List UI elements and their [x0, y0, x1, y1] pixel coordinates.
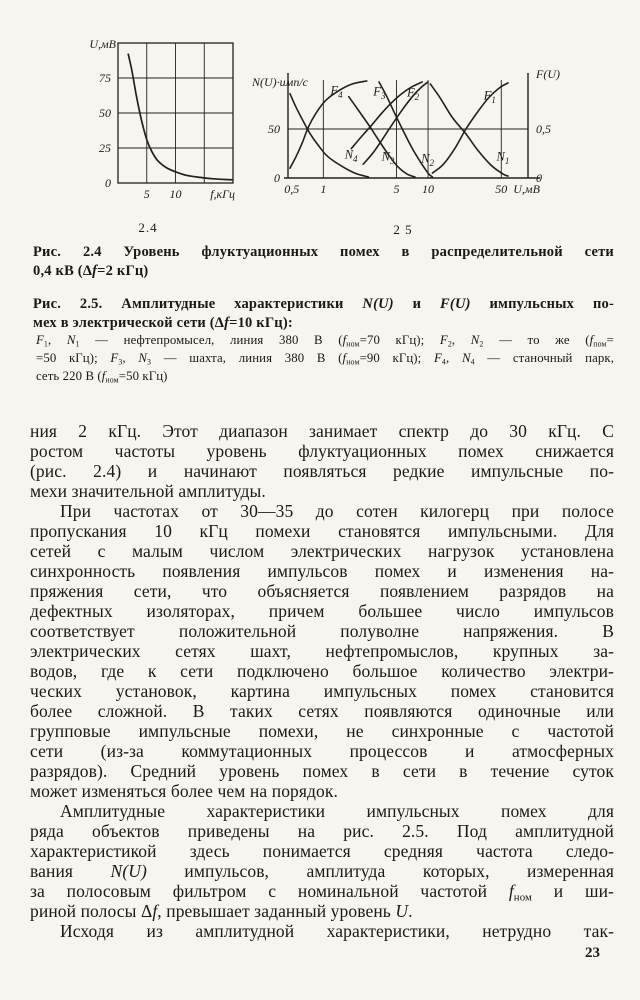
svg-text:U,мВ: U,мВ [89, 37, 116, 51]
svg-text:50: 50 [495, 182, 508, 196]
svg-text:F2: $F_2$ [407, 85, 420, 103]
paragraph: ния 2 кГц. Этот диапазон занимает спектр до 30 кГц. С ростом частоты уровень флуктуационных помех снижается (рис. 2.4) и начинают появляться редкие импульсные по- мехи значительной амплитуды. [30, 421, 614, 501]
svg-text:5: 5 [143, 187, 150, 201]
fig-2-5-chart [250, 55, 590, 205]
svg-text:0,5: 0,5 [536, 122, 551, 136]
paragraph: Исходя из амплитудной характеристики, нетрудно так- [60, 921, 614, 941]
svg-text:U,мВ: U,мВ [513, 182, 540, 196]
svg-text:25: 25 [99, 141, 111, 155]
svg-text:10: 10 [169, 187, 182, 201]
svg-text:N3: $N_3$ [381, 149, 395, 166]
fig-2-4-chart [60, 28, 250, 228]
svg-text:10: 10 [422, 182, 435, 196]
svg-text:N(U)·имп/с: N(U)·имп/с [252, 75, 308, 89]
svg-text:50: 50 [99, 106, 111, 120]
body-text [30, 421, 614, 941]
fig-2-4-caption: Рис. 2.4 Уровень флуктуационных помех в распределительной сети 0,4 кВ (Δf=2 кГц) [33, 244, 614, 279]
svg-text:N1: $N_1$ [496, 149, 510, 166]
svg-text:f,кГц: f,кГц [210, 187, 235, 201]
fig-2-5-number: 2 5 [393, 222, 413, 237]
svg-text:75: 75 [99, 71, 111, 85]
fig-2-5-legend: $F_1$, $N_1$ — нефтепромысел, линия 380 В ($f_{ном}=70$ кГц); $F_2$, $N_2$ — то же ($f_{пом}=$ =50 кГц); $F_3$, $N_3$ — шахта, линия 380 В ($f_{ном}=90$ кГц); $F_4$, $N_4$ — станочный парк, сеть 220 В ($f_{ном}=50$ кГц) [36, 333, 614, 385]
svg-text:F(U): F(U) [536, 67, 560, 81]
svg-text:0: 0 [536, 171, 542, 185]
svg-text:5: 5 [393, 182, 400, 196]
svg-text:1: 1 [320, 182, 327, 196]
svg-text:N4: $N_4$ [344, 147, 358, 164]
svg-text:F1: $F_1$ [483, 88, 496, 106]
fig-2-4-number: 2.4 [138, 220, 158, 235]
svg-text:F3: $F_3$ [373, 84, 386, 102]
page-number: 23 [585, 945, 600, 961]
svg-text:0,5: 0,5 [284, 182, 300, 196]
svg-text:F4: $F_4$ [330, 83, 343, 101]
paragraph: Амплитудные характеристики импульсных помех для ряда объектов приведены на рис. 2.5. Под амплитудной характеристикой здесь понимается средняя частота следо- вания N(U) импульсов, амплитуда которых, измеренная за полосовым фильтром с номинальной частотой $f_{ном}$ и ши- риной полосы Δf, превышает заданный уровень U. [30, 801, 614, 921]
svg-text:50: 50 [268, 122, 280, 136]
paragraph: При частотах от 30—35 до сотен килогерц при полосе пропускания 10 кГц помехи становятся импульсными. Для сетей с малым числом электрических нагрузок установлена синхронность появления импульсов помех и изменения на- пряжения сети, что объясняется появлением разрядов на дефектных изоляторах, причем большее число импульсов соответствует положительной полуволне напряжения. В электрических сетях шахт, нефтепромыслов, крупных за- водов, где к сети подключено большое количество электри- ческих установок, картина импульсных помех становится более сложной. В таких сетях появляются одиночные или групповые импульсные помехи, не синхронные с частотой сети (из-за коммутационных процессов и атмосферных разрядов). Средний уровень помех в сети в течение суток может изменяться более чем на порядок. [30, 501, 614, 801]
svg-text:N2: $N_2$ [421, 151, 435, 168]
fig-2-5-caption: Рис. 2.5. Амплитудные характеристики N(U) и F(U) импульсных по- мех в электрической сети (Δf=10 кГц): [33, 296, 614, 331]
svg-text:0: 0 [274, 171, 280, 185]
svg-text:0: 0 [105, 176, 111, 190]
